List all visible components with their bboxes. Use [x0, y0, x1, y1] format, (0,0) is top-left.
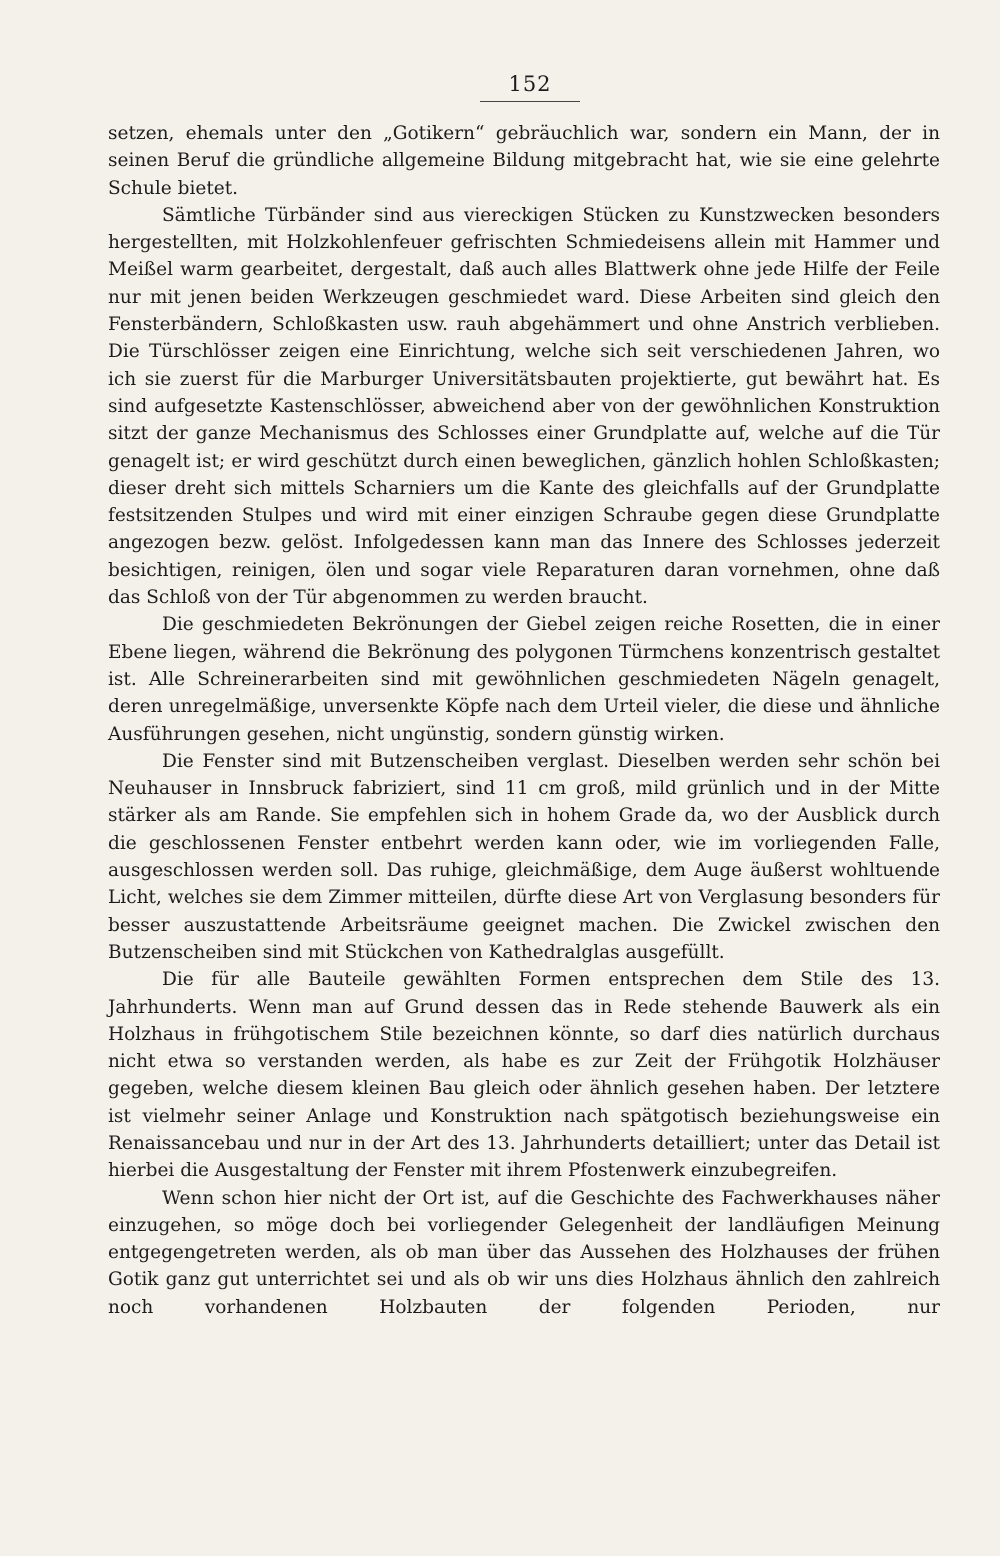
paragraph-4: Die Fenster sind mit Butzenscheiben verglast. Dieselben werden sehr schön bei Neuhauser in Innsbruck fabriziert, sind 11 cm groß, mild grünlich und in der Mitte stärker als am Rande. Sie empfehlen sich in hohem Grade da, wo der Ausblick durch die geschlossenen Fenster entbehrt werden kann oder, wie im vorliegenden Falle, ausgeschlossen werden soll. Das ruhige, gleichmäßige, dem Auge äußerst wohltuende Licht, welches sie dem Zimmer mitteilen, dürfte diese Art von Verglasung besonders für besser auszustattende Arbeitsräume geeignet machen. Die Zwickel zwischen den Butzenscheiben sind mit Stückchen von Kathedralglas ausgefüllt.: [108, 750, 940, 963]
paragraph-6: Wenn schon hier nicht der Ort ist, auf die Geschichte des Fachwerkhauses näher einzugehen, so möge doch bei vorliegender Gelegenheit der landläufigen Meinung entgegengetreten werden, als ob man über das Aussehen des Holzhauses der frühen Gotik ganz gut unterrichtet sei und als ob wir uns dies Holzhaus ähnlich den zahlreich noch vorhandenen Holzbauten der folgenden Perioden, nur: [108, 1187, 940, 1318]
page-number-rule: [480, 101, 580, 102]
paragraph-2: Sämtliche Türbänder sind aus viereckigen Stücken zu Kunstzwecken besonders hergestellten, mit Holzkohlenfeuer gefrischten Schmiedeisens allein mit Hammer und Meißel warm gearbeitet, dergestalt, daß auch alles Blattwerk ohne jede Hilfe der Feile nur mit jenen beiden Werkzeugen geschmiedet ward. Diese Arbeiten sind gleich den Fensterbändern, Schloßkasten usw. rauh abgehämmert und ohne Anstrich verblieben. Die Türschlösser zeigen eine Einrichtung, welche sich seit verschiedenen Jahren, wo ich sie zuerst für die Marburger Universitätsbauten projektierte, gut bewährt hat. Es sind aufgesetzte Kastenschlösser, abweichend aber von der gewöhnlichen Konstruktion sitzt der ganze Mechanismus des Schlosses einer Grundplatte auf, welche auf die Tür genagelt ist; er wird geschützt durch einen beweglichen, gänzlich hohlen Schloßkasten; dieser dreht sich mittels Scharniers um die Kante des gleichfalls auf der Grundplatte festsitzenden Stulpes und wird mit einer einzigen Schraube gegen diese Grundplatte angezogen bezw. gelöst. Infolgedessen kann man das Innere des Schlosses jederzeit besichtigen, reinigen, ölen und sogar viele Reparaturen daran vornehmen, ohne daß das Schloß von der Tür abgenommen zu werden braucht.: [108, 204, 940, 609]
body-text: [108, 120, 940, 1321]
page-number: 152: [508, 72, 552, 96]
paragraph-5: Die für alle Bauteile gewählten Formen entsprechen dem Stile des 13. Jahrhunderts. Wenn man auf Grund dessen das in Rede stehende Bauwerk als ein Holzhaus in frühgotischem Stile bezeichnen könnte, so darf dies natürlich durchaus nicht etwa so verstanden werden, als habe es zur Zeit der Frühgotik Holzhäuser gegeben, welche diesem kleinen Bau gleich oder ähnlich gesehen haben. Der letztere ist vielmehr seiner Anlage und Konstruktion nach spätgotisch beziehungsweise ein Renaissancebau und nur in der Art des 13. Jahrhunderts detailliert; unter das Detail ist hierbei die Ausgestaltung der Fenster mit ihrem Pfostenwerk einzubegreifen.: [108, 969, 940, 1182]
paragraph-3: Die geschmiedeten Bekrönungen der Giebel zeigen reiche Rosetten, die in einer Ebene liegen, während die Bekrönung des polygonen Türmchens konzentrisch gestaltet ist. Alle Schreinerarbeiten sind mit gewöhnlichen geschmiedeten Nägeln genagelt, deren unregelmäßige, unversenkte Köpfe nach dem Urteil vieler, die diese und ähnliche Ausführungen gesehen, nicht ungünstig, sondern günstig wirken.: [108, 614, 940, 745]
paragraph-1: setzen, ehemals unter den „Gotikern“ gebräuchlich war, sondern ein Mann, der in seinen Beruf die gründliche allgemeine Bildung mitgebracht hat, wie sie eine gelehrte Schule bietet.: [108, 123, 940, 199]
